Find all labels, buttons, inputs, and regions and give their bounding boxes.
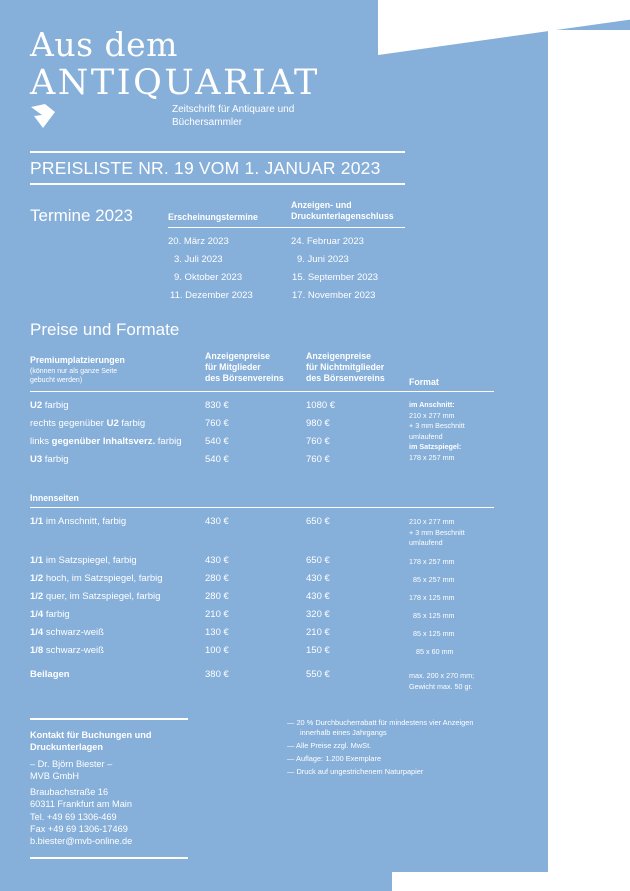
inner-format: 210 x 277 mm + 3 mm Beschnitt umlaufend: [409, 517, 465, 547]
inner-format: 85 x 125 mm: [413, 611, 455, 620]
price-member: 380 €: [205, 669, 229, 680]
price-nonmember: 550 €: [306, 669, 330, 680]
price-member: 430 €: [205, 555, 229, 566]
date-erscheinung: 9. Oktober 2023: [174, 272, 243, 283]
termine-heading: Termine 2023: [30, 206, 134, 225]
price-member: 100 €: [205, 645, 229, 656]
date-schluss: 15. September 2023: [292, 272, 379, 283]
price-nonmember: 150 €: [306, 645, 330, 656]
price-nonmember: 760 €: [306, 454, 330, 465]
price-member: 280 €: [205, 591, 229, 602]
col-header-format: Format: [409, 377, 439, 387]
preise-heading: Preise und Formate: [30, 320, 180, 339]
price-member: 540 €: [205, 454, 229, 465]
decorative-cutout-right: [548, 30, 630, 880]
inner-row-label: 1/4 schwarz-weiß: [30, 627, 104, 638]
price-nonmember: 210 €: [306, 627, 330, 638]
inner-format: 85 x 257 mm: [413, 575, 455, 584]
premium-row-label: rechts gegenüber U2 farbig: [30, 418, 146, 429]
decorative-cutout-bottom: [392, 872, 630, 891]
masthead-line2: ANTIQUARIAT: [30, 63, 320, 103]
price-member: 280 €: [205, 573, 229, 584]
inner-row-label: 1/1 im Anschnitt, farbig: [30, 516, 127, 527]
price-member: 830 €: [205, 400, 229, 411]
inner-row-label: 1/4 farbig: [30, 609, 70, 620]
divider: [30, 183, 405, 185]
price-member: 540 €: [205, 436, 229, 447]
contact-email[interactable]: b.biester@mvb-online.de: [30, 836, 133, 847]
price-nonmember: 430 €: [306, 573, 330, 584]
premium-header: Premiumplatzierungen: [30, 355, 125, 365]
inner-row-label: 1/1 im Satzspiegel, farbig: [30, 555, 137, 566]
inner-row-label: 1/2 quer, im Satzspiegel, farbig: [30, 591, 161, 602]
price-member: 130 €: [205, 627, 229, 638]
contact-heading: Kontakt für Buchungen und Druckunterlagen: [30, 730, 152, 753]
divider: [30, 507, 494, 508]
date-schluss: 17. November 2023: [292, 290, 376, 301]
price-nonmember: 980 €: [306, 418, 330, 429]
inner-format: 85 x 125 mm: [413, 629, 455, 638]
date-erscheinung: 11. Dezember 2023: [170, 290, 253, 301]
inner-row-label: Beilagen: [30, 669, 70, 680]
price-member: 210 €: [205, 609, 229, 620]
book-logo-icon: [30, 103, 56, 129]
price-member: 430 €: [205, 516, 229, 527]
premium-row-label: U2 farbig: [30, 400, 69, 411]
price-nonmember: 760 €: [306, 436, 330, 447]
divider: [30, 857, 188, 859]
inner-header: Innenseiten: [30, 493, 79, 503]
price-nonmember: 1080 €: [306, 400, 336, 411]
contact-address: Braubachstraße 16 60311 Frankfurt am Main Tel. +49 69 1306-469 Fax +49 69 1306-17469 b.biester@mvb-online.de: [30, 787, 133, 847]
divider: [30, 391, 494, 392]
price-list-title: PREISLISTE NR. 19 VOM 1. JANUAR 2023: [30, 158, 381, 178]
price-nonmember: 320 €: [306, 609, 330, 620]
masthead-line1: Aus dem: [30, 25, 178, 64]
price-nonmember: 650 €: [306, 555, 330, 566]
price-nonmember: 430 €: [306, 591, 330, 602]
premium-note: (können nur als ganze Seite gebucht werden): [30, 368, 118, 384]
divider: [168, 227, 405, 228]
inner-format: 85 x 60 mm: [416, 647, 454, 656]
divider: [30, 151, 405, 153]
date-erscheinung: 3. Juli 2023: [174, 254, 223, 265]
inner-row-label: 1/2 hoch, im Satzspiegel, farbig: [30, 573, 163, 584]
inner-format: 178 x 257 mm: [409, 557, 455, 566]
price-member: 760 €: [205, 418, 229, 429]
premium-row-label: links gegenüber Inhaltsverz. farbig: [30, 436, 182, 447]
divider: [30, 718, 188, 720]
footnotes: — 20 % Durchbucherrabatt für mindestens vier Anzeigen innerhalb eines Jahrgangs — Alle Preise zzgl. MwSt. — Auflage: 1.200 Exemplare — Druck auf ungestrichenem Naturpapier: [287, 718, 474, 776]
inner-format: max. 200 x 270 mm; Gewicht max. 50 gr.: [409, 671, 475, 691]
col-header-members: Anzeigenpreise für Mitglieder des Börsenvereins: [205, 351, 284, 383]
date-schluss: 24. Februar 2023: [291, 236, 364, 247]
masthead-subtitle: Zeitschrift für Antiquare und Büchersammler: [172, 104, 295, 128]
col-header-erscheinung: Erscheinungstermine: [168, 212, 258, 222]
inner-row-label: 1/8 schwarz-weiß: [30, 645, 104, 656]
inner-format: 178 x 125 mm: [409, 593, 455, 602]
date-schluss: 9. Juni 2023: [297, 254, 349, 265]
col-header-schluss: Anzeigen- und Druckunterlagenschluss: [291, 200, 394, 221]
price-nonmember: 650 €: [306, 516, 330, 527]
date-erscheinung: 20. März 2023: [168, 236, 229, 247]
premium-row-label: U3 farbig: [30, 454, 69, 465]
premium-format: im Anschnitt: 210 x 277 mm + 3 mm Beschnitt umlaufend im Satzspiegel: 178 x 257 mm: [409, 400, 465, 462]
col-header-nonmembers: Anzeigenpreise für Nichtmitglieder des Börsenvereins: [306, 351, 385, 383]
contact-person: – Dr. Björn Biester – MVB GmbH: [30, 759, 113, 782]
